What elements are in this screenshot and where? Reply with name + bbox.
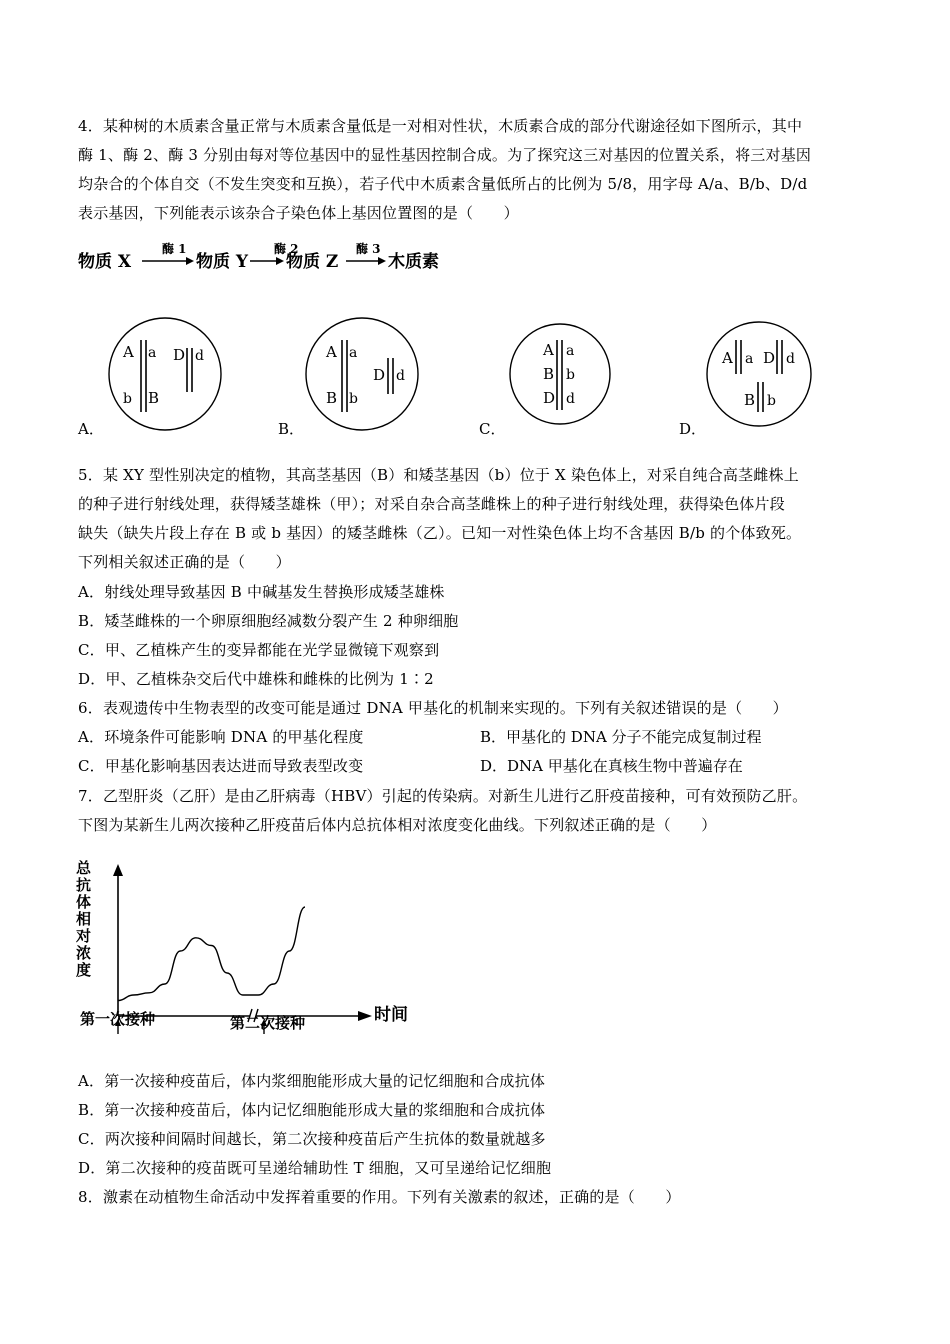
q6-option-b[interactable]: B．甲基化的 DNA 分子不能完成复制过程 (480, 728, 762, 746)
enzyme-1: 酶 1 (162, 242, 187, 256)
gene-label: a (745, 351, 754, 367)
q5-option-d[interactable]: D．甲、乙植株杂交后代中雄株和雌株的比例为 1∶2 (78, 670, 434, 688)
gene-label: B (543, 365, 555, 383)
q5-option-b[interactable]: B．矮茎雌株的一个卵原细胞经减数分裂产生 2 种卵细胞 (78, 612, 459, 630)
option-d[interactable] (679, 322, 811, 438)
q5-option-c[interactable]: C．甲、乙植株产生的变异都能在光学显微镜下观察到 (78, 641, 440, 659)
q7-option-a[interactable]: A．第一次接种疫苗后，体内浆细胞能形成大量的记忆细胞和合成抗体 (78, 1072, 546, 1090)
second-dose-label: 第二次接种 (230, 1014, 306, 1032)
q4-line-2: 酶 1、酶 2、酶 3 分别由每对等位基因中的显性基因控制合成。为了探究这三对基因的位置关系，将三对基因 (78, 146, 812, 164)
enzyme-2: 酶 2 (274, 242, 299, 256)
q4-line-4: 表示基因，下列能表示该杂合子染色体上基因位置图的是（ ） (78, 204, 519, 222)
option-b[interactable] (278, 318, 418, 438)
gene-label: d (396, 368, 405, 384)
arrow-1-head (186, 257, 194, 265)
gene-label: d (566, 391, 575, 407)
q7-option-c[interactable]: C．两次接种间隔时间越长，第二次接种疫苗后产生抗体的数量就越多 (78, 1130, 546, 1148)
option-label: A． (78, 420, 104, 438)
gene-label: D (173, 346, 186, 364)
q7-line-2: 下图为某新生儿两次接种乙肝疫苗后体内总抗体相对浓度变化曲线。下列叙述正确的是（ ） (78, 816, 717, 834)
q4-line-3: 均杂合的个体自交（不发生突变和互换），若子代中木质素含量低所占的比例为 5/8，用字母 A/a、B/b、D/d (78, 175, 808, 193)
gene-label: d (786, 351, 795, 367)
gene-label: A (123, 343, 134, 361)
gene-label: b (566, 367, 575, 383)
substance-z: 物质 Z (286, 252, 339, 272)
lignin-pathway-diagram (78, 240, 478, 280)
y-axis-arrow (113, 864, 123, 876)
option-label: C． (479, 420, 506, 438)
gene-label: B (326, 389, 338, 407)
gene-label: D (763, 349, 776, 367)
gene-label: A (326, 343, 337, 361)
q6-option-a[interactable]: A．环境条件可能影响 DNA 的甲基化程度 (78, 728, 364, 746)
substance-y: 物质 Y (196, 252, 249, 272)
substance-x: 物质 X (78, 252, 132, 272)
gene-label: B (744, 391, 756, 409)
gene-label: A (722, 349, 733, 367)
substance-lignin: 木质素 (388, 252, 439, 272)
q5-line-3: 缺失（缺失片段上存在 B 或 b 基因）的矮茎雌株（乙）。已知一对性染色体上均不含基因 B/b 的个体致死。 (78, 524, 802, 542)
gene-label: B (148, 389, 160, 407)
arrow-3-head (378, 257, 386, 265)
option-a[interactable] (77, 318, 221, 438)
enzyme-3: 酶 3 (356, 242, 381, 256)
q5-line-1: 5．某 XY 型性别决定的植物，其高茎基因（B）和矮茎基因（b）位于 X 染色体上，对采自纯合高茎雌株上 (78, 466, 799, 484)
gene-label: b (767, 393, 776, 409)
q6-option-c[interactable]: C．甲基化影响基因表达进而导致表型改变 (78, 757, 364, 775)
q7-line-1: 7．乙型肝炎（乙肝）是由乙肝病毒（HBV）引起的传染病。对新生儿进行乙肝疫苗接种，可有效预防乙肝。 (78, 787, 808, 805)
gene-label: D (543, 389, 556, 407)
option-label: B． (278, 420, 305, 438)
y-axis-label: 总抗体相对浓度 (74, 860, 92, 979)
gene-label: A (543, 341, 554, 359)
q8-stem: 8．激素在动植物生命活动中发挥着重要的作用。下列有关激素的叙述，正确的是（ ） (78, 1188, 681, 1206)
x-axis-arrow (358, 1011, 372, 1021)
gene-label: D (373, 366, 386, 384)
gene-label: a (349, 345, 358, 361)
option-c[interactable] (479, 324, 610, 438)
gene-label: b (349, 391, 358, 407)
first-dose-label: 第一次接种 (80, 1010, 156, 1028)
gene-label: a (148, 345, 157, 361)
q6-option-d[interactable]: D．DNA 甲基化在真核生物中普遍存在 (480, 757, 743, 775)
cell-circle (109, 318, 221, 430)
q5-option-a[interactable]: A．射线处理导致基因 B 中碱基发生替换形成矮茎雄株 (78, 583, 445, 601)
gene-label: b (123, 391, 132, 407)
gene-location-options (78, 318, 838, 443)
q4-line-1: 4．某种树的木质素含量正常与木质素含量低是一对相对性状，木质素合成的部分代谢途径如下图所示，其中 (78, 117, 803, 135)
q7-option-b[interactable]: B．第一次接种疫苗后，体内记忆细胞能形成大量的浆细胞和合成抗体 (78, 1101, 546, 1119)
arrow-2-head (276, 257, 284, 265)
q7-option-d[interactable]: D．第二次接种的疫苗既可呈递给辅助性 T 细胞，又可呈递给记忆细胞 (78, 1159, 552, 1177)
x-axis-label: 时间 (374, 1005, 408, 1025)
cell-circle (510, 324, 610, 424)
gene-label: d (195, 348, 204, 364)
q5-line-2: 的种子进行射线处理，获得矮茎雄株（甲）；对采自杂合高茎雌株上的种子进行射线处理，获得染色体片段 (78, 495, 785, 513)
cell-circle (707, 322, 811, 426)
gene-label: a (566, 343, 575, 359)
option-label: D． (679, 420, 707, 438)
q6-stem: 6．表观遗传中生物表型的改变可能是通过 DNA 甲基化的机制来实现的。下列有关叙述错误的是（ ） (78, 699, 788, 717)
q5-line-4: 下列相关叙述正确的是（ ） (78, 553, 291, 571)
antibody-curve (118, 907, 305, 1001)
